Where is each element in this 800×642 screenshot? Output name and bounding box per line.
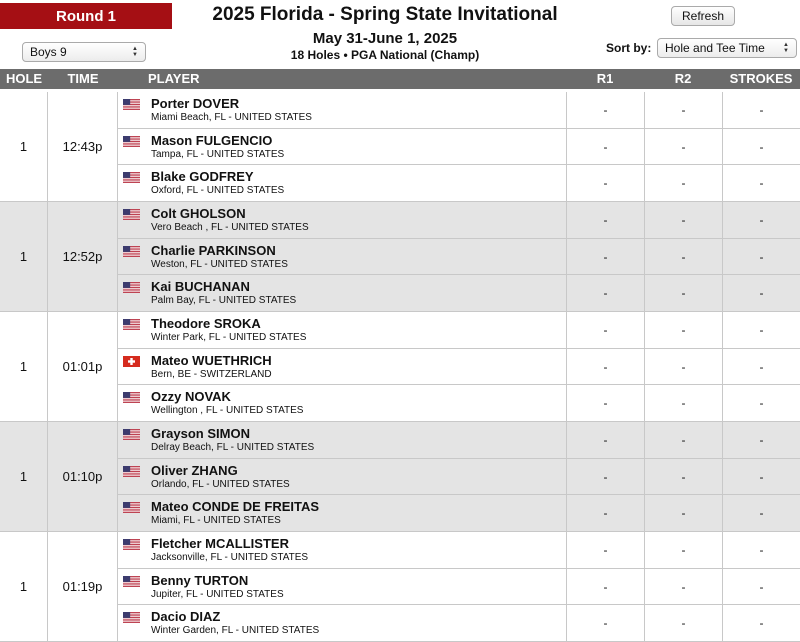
score-strokes: - (722, 459, 800, 495)
score-r2: - (644, 422, 722, 458)
round-badge[interactable]: Round 1 (0, 3, 172, 29)
sort-label: Sort by: (606, 41, 652, 55)
score-r2: - (644, 349, 722, 385)
sort-select-value: Hole and Tee Time (665, 41, 765, 55)
event-title: 2025 Florida - Spring State Invitational (212, 4, 558, 25)
score-r2: - (644, 495, 722, 531)
player-row[interactable] (118, 495, 800, 532)
player-row[interactable] (118, 385, 800, 422)
player-row[interactable] (118, 422, 800, 459)
player-name[interactable]: Fletcher MCALLISTER (151, 536, 289, 551)
hole-cell: 1 (0, 532, 48, 641)
score-r2: - (644, 569, 722, 605)
score-r1: - (566, 459, 644, 495)
score-r2: - (644, 165, 722, 201)
score-strokes: - (722, 129, 800, 165)
player-location: Miami Beach, FL - UNITED STATES (151, 112, 312, 123)
division-select-value: Boys 9 (30, 45, 67, 59)
tee-time-cell: 01:01p (48, 312, 118, 421)
division-select[interactable] (22, 42, 146, 62)
sort-select[interactable] (657, 38, 797, 58)
score-r2: - (644, 92, 722, 128)
score-strokes: - (722, 422, 800, 458)
score-strokes: - (722, 239, 800, 275)
score-r1: - (566, 165, 644, 201)
player-location: Palm Bay, FL - UNITED STATES (151, 295, 297, 306)
tee-group (0, 202, 800, 312)
event-header (170, 4, 600, 62)
column-r2[interactable]: R2 (674, 71, 692, 86)
score-r1: - (566, 129, 644, 165)
player-name[interactable]: Charlie PARKINSON (151, 242, 276, 258)
player-location: Bern, BE - SWITZERLAND (151, 368, 272, 380)
player-name[interactable]: Grayson SIMON (151, 426, 250, 441)
score-r2: - (644, 459, 722, 495)
score-r2: - (644, 385, 722, 421)
player-row[interactable] (118, 312, 800, 349)
score-strokes: - (722, 532, 800, 568)
score-strokes: - (722, 605, 800, 641)
player-location: Weston, FL - UNITED STATES (151, 258, 288, 270)
score-r1: - (566, 385, 644, 421)
score-r2: - (644, 202, 722, 238)
refresh-button[interactable]: Refresh (671, 6, 735, 26)
hole-cell: 1 (0, 422, 48, 531)
score-strokes: - (722, 202, 800, 238)
player-location: Wellington , FL - UNITED STATES (151, 405, 304, 416)
player-name[interactable]: Mason FULGENCIO (151, 132, 273, 148)
player-row[interactable] (118, 532, 800, 569)
player-row[interactable] (118, 129, 800, 166)
player-location: Orlando, FL - UNITED STATES (151, 478, 290, 490)
select-arrows-icon: ▲ ▼ (132, 46, 138, 58)
score-strokes: - (722, 349, 800, 385)
player-row[interactable] (118, 92, 800, 129)
tee-group (0, 92, 800, 202)
player-name[interactable]: Kai BUCHANAN (151, 279, 250, 294)
score-r1: - (566, 92, 644, 128)
score-r1: - (566, 202, 644, 238)
score-r1: - (566, 532, 644, 568)
tee-group (0, 312, 800, 422)
hole-cell: 1 (0, 202, 48, 311)
hole-cell: 1 (0, 92, 48, 201)
score-strokes: - (722, 92, 800, 128)
player-location: Tampa, FL - UNITED STATES (151, 148, 285, 160)
player-name[interactable]: Dacio DIAZ (151, 609, 221, 624)
score-r1: - (566, 275, 644, 311)
score-r1: - (566, 495, 644, 531)
tee-time-cell: 12:52p (48, 202, 118, 311)
player-name[interactable]: Oliver ZHANG (151, 462, 238, 478)
us-flag-icon (123, 464, 140, 475)
us-flag-icon (123, 97, 140, 108)
player-row[interactable] (118, 569, 800, 606)
player-row[interactable] (118, 275, 800, 312)
player-row[interactable] (118, 605, 800, 642)
player-location: Delray Beach, FL - UNITED STATES (151, 442, 315, 453)
player-location: Oxford, FL - UNITED STATES (151, 185, 285, 196)
player-location: Jacksonville, FL - UNITED STATES (151, 552, 309, 563)
select-arrows-icon: ▲ ▼ (783, 42, 789, 54)
score-r2: - (644, 239, 722, 275)
score-r2: - (644, 312, 722, 348)
column-player[interactable]: PLAYER (148, 71, 200, 86)
tee-time-table (0, 92, 800, 642)
us-flag-icon (123, 170, 140, 181)
column-hole[interactable]: HOLE (5, 71, 43, 86)
us-flag-icon (123, 280, 140, 291)
player-row[interactable] (118, 459, 800, 496)
tee-time-cell: 01:10p (48, 422, 118, 531)
player-location: Winter Garden, FL - UNITED STATES (151, 625, 320, 636)
us-flag-icon (123, 610, 140, 621)
score-r1: - (566, 422, 644, 458)
player-row[interactable] (118, 202, 800, 239)
column-strokes[interactable]: STROKES (729, 71, 793, 86)
tee-time-cell: 01:19p (48, 532, 118, 641)
score-strokes: - (722, 495, 800, 531)
score-r1: - (566, 569, 644, 605)
score-r2: - (644, 532, 722, 568)
player-row[interactable] (118, 239, 800, 276)
us-flag-icon (123, 537, 140, 548)
player-location: Jupiter, FL - UNITED STATES (151, 588, 284, 600)
event-dates: May 31-June 1, 2025 (312, 30, 458, 47)
tee-group (0, 532, 800, 642)
player-name[interactable]: Ozzy NOVAK (151, 389, 231, 404)
player-location: Vero Beach , FL - UNITED STATES (151, 222, 309, 233)
player-name[interactable]: Theodore SROKA (151, 316, 261, 331)
us-flag-icon (123, 500, 140, 511)
event-course: 18 Holes • PGA National (Champ) (290, 48, 480, 62)
score-strokes: - (722, 569, 800, 605)
player-name[interactable]: Benny TURTON (151, 572, 249, 588)
player-row[interactable] (118, 349, 800, 386)
player-name[interactable]: Mateo WUETHRICH (151, 352, 272, 368)
player-name[interactable]: Mateo CONDE DE FREITAS (151, 499, 320, 514)
us-flag-icon (123, 427, 140, 438)
us-flag-icon (123, 207, 140, 218)
tee-group (0, 422, 800, 532)
score-strokes: - (722, 165, 800, 201)
score-r2: - (644, 605, 722, 641)
score-r2: - (644, 275, 722, 311)
score-strokes: - (722, 275, 800, 311)
us-flag-icon (123, 390, 140, 401)
score-r1: - (566, 349, 644, 385)
column-r1[interactable]: R1 (596, 71, 614, 86)
score-strokes: - (722, 385, 800, 421)
score-r1: - (566, 312, 644, 348)
score-strokes: - (722, 312, 800, 348)
player-name[interactable]: Blake GODFREY (151, 169, 254, 184)
player-location: Winter Park, FL - UNITED STATES (151, 332, 307, 343)
player-row[interactable] (118, 165, 800, 202)
tee-time-cell: 12:43p (48, 92, 118, 201)
us-flag-icon (123, 317, 140, 328)
table-header (0, 69, 800, 89)
us-flag-icon (123, 574, 140, 585)
hole-cell: 1 (0, 312, 48, 421)
score-r2: - (644, 129, 722, 165)
us-flag-icon (123, 244, 140, 255)
column-time[interactable]: TIME (67, 71, 99, 86)
player-location: Miami, FL - UNITED STATES (151, 515, 281, 526)
player-name[interactable]: Porter DOVER (151, 96, 240, 111)
swiss-flag-icon (123, 354, 140, 365)
score-r1: - (566, 605, 644, 641)
player-name[interactable]: Colt GHOLSON (151, 206, 246, 221)
us-flag-icon (123, 134, 140, 145)
score-r1: - (566, 239, 644, 275)
